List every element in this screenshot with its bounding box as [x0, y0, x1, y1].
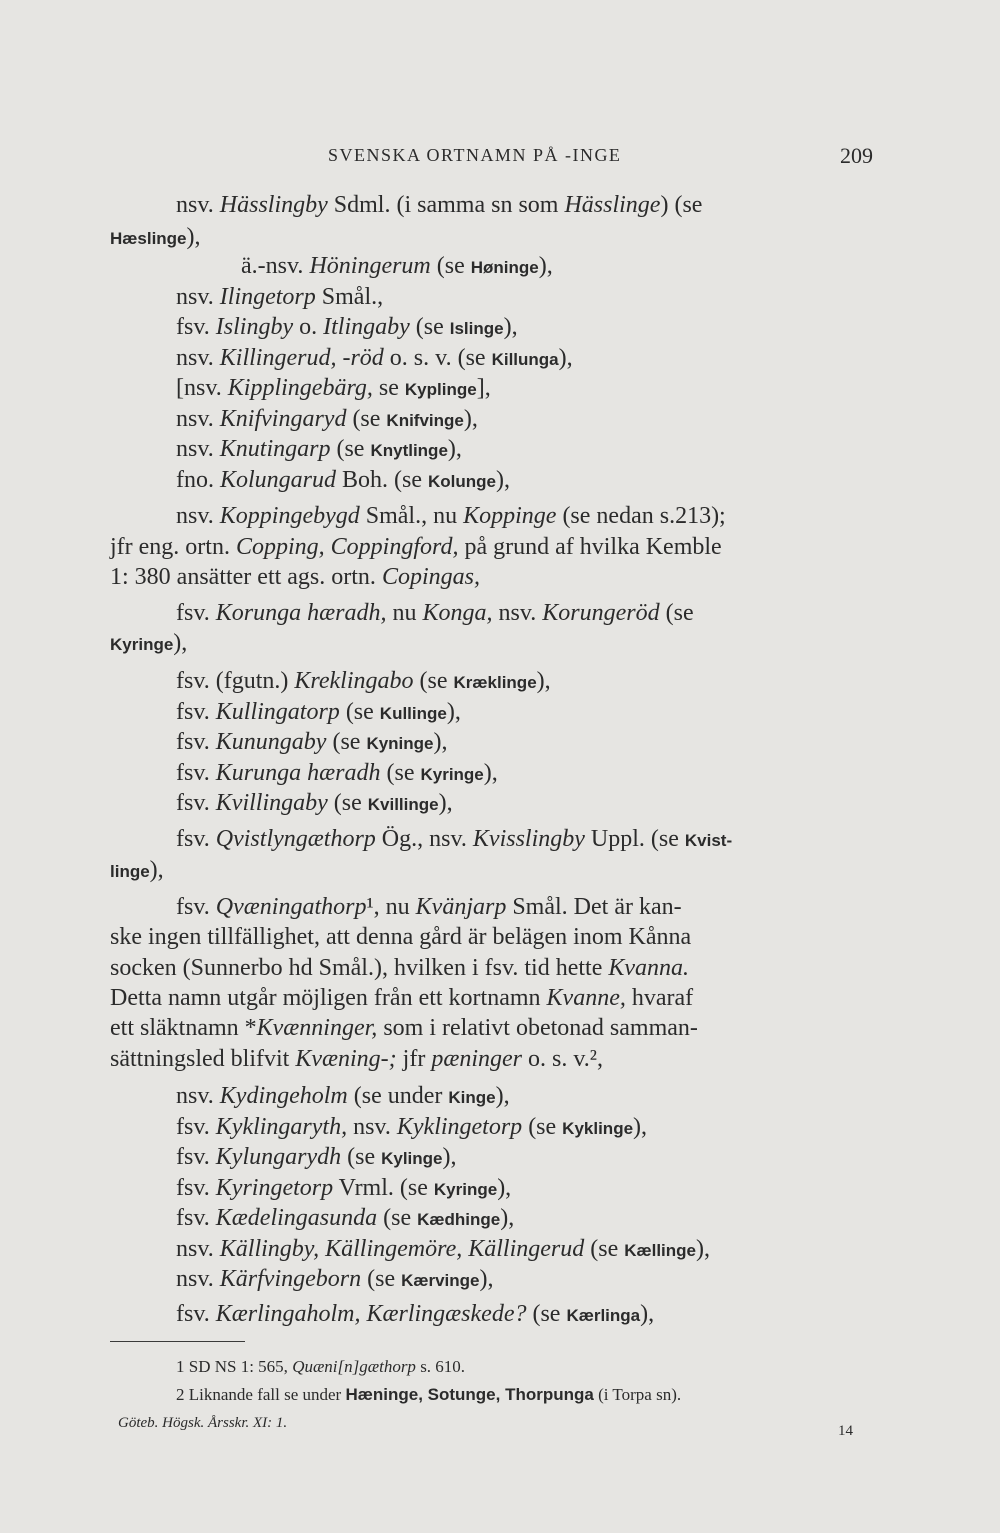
- text-segment: ),: [496, 467, 511, 493]
- italic-place-name: Kvanne,: [546, 985, 626, 1011]
- signature-mark: Göteb. Högsk. Årsskr. XI: 1.: [118, 1415, 288, 1431]
- entry-line: [176, 501, 1000, 531]
- italic-place-name: Koppinge: [463, 503, 557, 529]
- italic-place-name: Kvisslingby: [472, 826, 585, 852]
- text-segment: se: [372, 375, 405, 401]
- bold-cross-reference: Hæninge, Sotunge, Thorpunga: [345, 1385, 594, 1404]
- text-segment: (se: [341, 1144, 382, 1170]
- entry-line: [176, 312, 1000, 344]
- text-segment: sättningsled blifvit: [110, 1046, 296, 1072]
- italic-place-name: Itlingaby: [323, 314, 410, 340]
- text-segment: o. s. v. (se: [383, 345, 492, 371]
- italic-place-name: Källingby, Källingemöre, Källingerud: [219, 1236, 585, 1262]
- bold-cross-reference: Kullinge: [379, 704, 447, 723]
- bold-cross-reference: Kædhinge: [417, 1210, 501, 1229]
- entry-line: [110, 628, 1000, 660]
- text-segment: (se: [409, 314, 450, 340]
- text-segment: (se nedan s.213);: [556, 503, 726, 529]
- text-segment: Detta namn utgår möjligen från ett kortnamn: [110, 985, 547, 1011]
- running-title: SVENSKA ORTNAMN PÅ -INGE: [328, 145, 622, 165]
- text-segment: nsv.: [176, 345, 220, 371]
- italic-place-name: Qvæningathorp: [215, 894, 367, 920]
- text-segment: ),: [558, 345, 573, 371]
- text-segment: ),: [500, 1205, 515, 1231]
- text-segment: ske ingen tillfällighet, att denna gård är belägen inom Kånna: [110, 924, 692, 950]
- bold-cross-reference: Kinge: [448, 1088, 496, 1107]
- entry-line: [176, 1264, 1000, 1296]
- text-segment: nsv.: [176, 436, 220, 462]
- text-segment: ),: [483, 760, 498, 786]
- text-segment: fsv.: [176, 760, 216, 786]
- bold-cross-reference: Killunga: [491, 350, 559, 369]
- italic-place-name: Hässlinge: [564, 192, 661, 218]
- text-segment: hvaraf: [625, 985, 694, 1011]
- text-segment: (se: [526, 1301, 567, 1327]
- italic-place-name: Koppingebygd: [219, 503, 360, 529]
- bold-cross-reference: Kylinge: [381, 1149, 443, 1168]
- italic-place-name: pæninger: [431, 1046, 522, 1072]
- entry-line: [176, 892, 1000, 922]
- bold-cross-reference: Kyplinge: [404, 380, 477, 399]
- text-segment: 2 Liknande fall se under: [176, 1385, 346, 1404]
- italic-place-name: Kolungarud: [220, 467, 337, 493]
- entry-line: [176, 1081, 1000, 1113]
- italic-place-name: Kylungarydh: [215, 1144, 342, 1170]
- italic-place-name: Kydingeholm: [219, 1083, 348, 1109]
- bold-cross-reference: Knytlinge: [370, 441, 448, 460]
- entry-line: [176, 1112, 1000, 1144]
- entry-line: [176, 824, 1000, 856]
- italic-place-name: Copping, Coppingford,: [235, 534, 459, 560]
- text-segment: o.: [293, 314, 324, 340]
- text-segment: fsv. (fgutn.): [176, 668, 295, 694]
- text-segment: nsv.: [176, 503, 220, 529]
- entry-line: [176, 788, 1000, 820]
- text-segment: o. s. v.²,: [521, 1046, 603, 1072]
- entry-line: [176, 598, 1000, 628]
- entry-line: [176, 697, 1000, 729]
- bold-cross-reference: Kvillinge: [367, 795, 439, 814]
- text-segment: fsv.: [176, 826, 216, 852]
- signature-sheet-number: 14: [838, 1423, 853, 1439]
- entry-line: [110, 953, 1000, 983]
- text-segment: ),: [633, 1114, 648, 1140]
- italic-place-name: Quæni[n]gæthorp: [292, 1357, 416, 1376]
- italic-place-name: Kyklingaryth,: [215, 1114, 348, 1140]
- text-segment: (se: [659, 600, 694, 626]
- text-segment: Smål., nu: [359, 503, 464, 529]
- bold-cross-reference: Hæslinge: [110, 229, 187, 248]
- text-segment: (se under: [347, 1083, 449, 1109]
- text-segment: nsv.: [176, 406, 220, 432]
- bold-cross-reference: Kællinge: [624, 1241, 697, 1260]
- text-segment: Smål. Det är kan-: [506, 894, 682, 920]
- text-segment: fsv.: [176, 1205, 216, 1231]
- bold-cross-reference: Kyringe: [420, 765, 484, 784]
- italic-place-name: Kärfvingeborn: [219, 1266, 362, 1292]
- text-segment: nsv.: [176, 1236, 220, 1262]
- bold-cross-reference: Knifvinge: [386, 411, 464, 430]
- text-segment: ),: [479, 1266, 494, 1292]
- italic-place-name: Korunga hæradh,: [215, 600, 387, 626]
- text-segment: fno.: [176, 467, 220, 493]
- bold-cross-reference: Kyklinge: [562, 1119, 634, 1138]
- text-segment: Sdml. (i samma sn som: [327, 192, 565, 218]
- text-segment: ),: [536, 668, 551, 694]
- text-segment: fsv.: [176, 314, 216, 340]
- text-segment: ),: [186, 224, 201, 250]
- entry-line: [176, 404, 1000, 436]
- text-segment: nsv.: [347, 1114, 397, 1140]
- text-segment: (se: [377, 1205, 418, 1231]
- bold-cross-reference: Kyringe: [110, 635, 174, 654]
- italic-place-name: Killingerud, -röd: [219, 345, 384, 371]
- text-segment: ),: [446, 699, 461, 725]
- entry-line: [176, 666, 1000, 698]
- italic-place-name: Kurunga hæradh: [215, 760, 381, 786]
- entry-line: [176, 282, 1000, 312]
- text-segment: (se: [361, 1266, 402, 1292]
- italic-place-name: Islingby: [215, 314, 294, 340]
- italic-place-name: Qvistlyngæthorp: [215, 826, 376, 852]
- text-segment: 1: 380 ansätter ett ags. ortn.: [110, 564, 382, 590]
- footnote-line: [176, 1384, 1000, 1406]
- bold-cross-reference: Kærvinge: [401, 1271, 480, 1290]
- entry-line: [176, 758, 1000, 790]
- text-segment: nsv.: [176, 1266, 220, 1292]
- italic-place-name: Kreklingabo: [294, 668, 414, 694]
- text-segment: nu: [386, 600, 423, 626]
- text-segment: ä.-nsv.: [241, 253, 310, 279]
- text-segment: s. 610.: [415, 1357, 466, 1376]
- bold-cross-reference: Kræklinge: [453, 673, 537, 692]
- bold-cross-reference: Høninge: [470, 258, 539, 277]
- bold-cross-reference: Kyringe: [433, 1180, 498, 1199]
- text-segment: (se: [522, 1114, 563, 1140]
- entry-line: [110, 922, 1000, 952]
- text-segment: [nsv.: [176, 375, 228, 401]
- italic-place-name: Korungeröd: [542, 600, 660, 626]
- italic-place-name: Kullingatorp: [215, 699, 340, 725]
- text-segment: (se: [330, 436, 371, 462]
- entry-line: [110, 222, 1000, 254]
- italic-place-name: Höningerum: [309, 253, 431, 279]
- text-segment: ),: [438, 790, 453, 816]
- text-segment: Smål.,: [315, 284, 384, 310]
- italic-place-name: Hässlingby: [219, 192, 328, 218]
- bold-cross-reference: linge: [110, 862, 150, 881]
- text-segment: ),: [503, 314, 518, 340]
- text-segment: (se: [346, 406, 387, 432]
- text-segment: (se: [326, 729, 367, 755]
- text-segment: fsv.: [176, 729, 216, 755]
- text-segment: ) (se: [660, 192, 703, 218]
- entry-line: [176, 1299, 1000, 1331]
- page-number: 209: [840, 143, 873, 168]
- text-segment: nsv.: [176, 1083, 220, 1109]
- italic-place-name: Kvillingaby: [215, 790, 328, 816]
- text-segment: ),: [447, 436, 462, 462]
- text-segment: ),: [696, 1236, 711, 1262]
- italic-place-name: Knifvingaryd: [219, 406, 347, 432]
- text-segment: på grund af hvilka Kemble: [458, 534, 722, 560]
- italic-place-name: Kvänjarp: [415, 894, 507, 920]
- text-segment: ),: [149, 857, 164, 883]
- entry-line: [110, 983, 1000, 1013]
- text-segment: ),: [433, 729, 448, 755]
- text-segment: (se: [413, 668, 454, 694]
- bold-cross-reference: Kvist-: [684, 831, 733, 850]
- text-segment: socken (Sunnerbo hd Smål.), hvilken i fsv. tid hette: [110, 955, 609, 981]
- text-segment: nsv.: [176, 192, 220, 218]
- text-segment: ¹, nu: [366, 894, 416, 920]
- italic-place-name: Ilingetorp: [219, 284, 316, 310]
- text-segment: ),: [497, 1175, 512, 1201]
- text-segment: fsv.: [176, 600, 216, 626]
- italic-place-name: Kipplingebärg,: [227, 375, 373, 401]
- entry-line: [176, 1142, 1000, 1174]
- italic-place-name: Kyklingetorp: [396, 1114, 523, 1140]
- text-segment: fsv.: [176, 1114, 216, 1140]
- text-segment: (se: [430, 253, 471, 279]
- entry-line: [110, 1013, 1000, 1043]
- text-segment: ),: [442, 1144, 457, 1170]
- entry-line: [176, 1173, 1000, 1205]
- italic-place-name: Kvanna.: [608, 955, 690, 981]
- entry-line: [176, 1203, 1000, 1235]
- text-segment: fsv.: [176, 1175, 216, 1201]
- italic-place-name: Copingas,: [381, 564, 480, 590]
- footnote-line: [176, 1356, 1000, 1378]
- text-segment: 1 SD NS 1: 565,: [176, 1357, 293, 1376]
- italic-place-name: Kvænninger,: [256, 1015, 378, 1041]
- italic-place-name: Kyringetorp: [215, 1175, 334, 1201]
- text-segment: jfr: [396, 1046, 432, 1072]
- entry-line: [110, 532, 1000, 562]
- bold-cross-reference: Kærlinga: [566, 1306, 641, 1325]
- italic-place-name: Kunungaby: [215, 729, 327, 755]
- text-segment: (se: [584, 1236, 625, 1262]
- italic-place-name: Kædelingasunda: [215, 1205, 378, 1231]
- italic-place-name: Knutingarp: [219, 436, 331, 462]
- text-segment: Ög., nsv.: [375, 826, 473, 852]
- bold-cross-reference: Kyninge: [366, 734, 434, 753]
- text-segment: Boh. (se: [336, 467, 429, 493]
- text-segment: ),: [463, 406, 478, 432]
- text-segment: jfr eng. ortn.: [110, 534, 236, 560]
- text-segment: (i Torpa sn).: [593, 1385, 682, 1404]
- italic-place-name: Kvæning-;: [295, 1046, 397, 1072]
- bold-cross-reference: Islinge: [449, 319, 504, 338]
- text-segment: ett släktnamn *: [110, 1015, 257, 1041]
- text-segment: fsv.: [176, 894, 216, 920]
- entry-line: [110, 1044, 1000, 1074]
- entry-line: [176, 465, 1000, 497]
- text-segment: Uppl. (se: [584, 826, 685, 852]
- italic-place-name: Kærlingaholm, Kærlingæskede?: [215, 1301, 527, 1327]
- entry-line: [176, 727, 1000, 759]
- text-segment: (se: [380, 760, 421, 786]
- text-segment: ),: [640, 1301, 655, 1327]
- italic-place-name: Konga,: [422, 600, 493, 626]
- text-segment: ),: [538, 253, 553, 279]
- entry-line: [176, 1234, 1000, 1266]
- text-segment: (se: [327, 790, 368, 816]
- text-segment: fsv.: [176, 1144, 216, 1170]
- entry-line: [110, 855, 1000, 887]
- footnote-rule: [110, 1341, 245, 1342]
- text-segment: nsv.: [176, 284, 220, 310]
- text-segment: nsv.: [492, 600, 543, 626]
- text-segment: fsv.: [176, 699, 216, 725]
- entry-line: [241, 251, 1000, 283]
- text-segment: som i relativt obetonad samman-: [377, 1015, 698, 1041]
- text-segment: ],: [476, 375, 491, 401]
- entry-line: [176, 434, 1000, 466]
- text-segment: ),: [173, 630, 188, 656]
- text-segment: fsv.: [176, 1301, 216, 1327]
- entry-line: [176, 343, 1000, 375]
- entry-line: [176, 373, 1000, 405]
- text-segment: ),: [495, 1083, 510, 1109]
- text-segment: fsv.: [176, 790, 216, 816]
- text-segment: Vrml. (se: [333, 1175, 434, 1201]
- bold-cross-reference: Kolunge: [428, 472, 497, 491]
- entry-line: [110, 562, 1000, 592]
- entry-line: [176, 190, 1000, 220]
- text-segment: (se: [339, 699, 380, 725]
